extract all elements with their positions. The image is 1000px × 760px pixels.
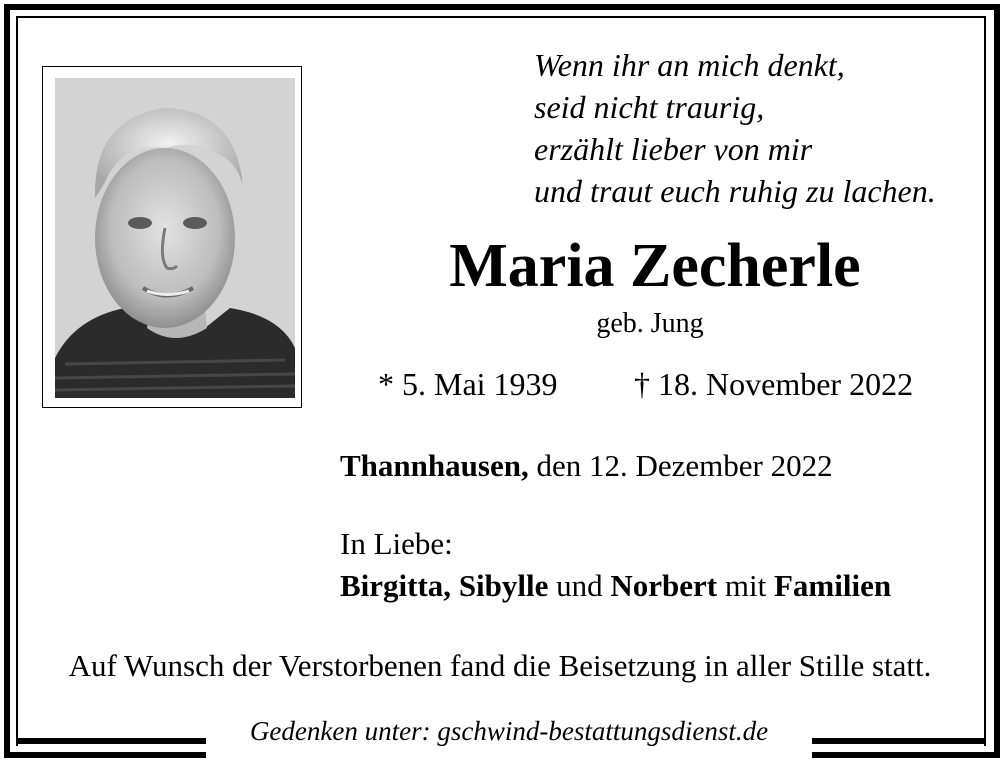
mourner-name: Sibylle — [458, 568, 549, 603]
in-love-label: In Liebe: — [340, 526, 453, 561]
mourner-name: Norbert — [610, 568, 718, 603]
poem — [534, 44, 984, 212]
portrait-frame — [42, 66, 302, 408]
burial-notice: Auf Wunsch der Verstorbenen fand die Beisetzung in aller Stille statt. — [68, 648, 932, 683]
place: Thannhausen, — [340, 448, 529, 483]
portrait-photo — [55, 78, 295, 398]
poem-line: und traut euch ruhig zu lachen. — [534, 173, 936, 209]
poem-line: seid nicht traurig, — [534, 89, 765, 125]
footer-rule-left — [16, 738, 206, 744]
announcement-date: den 12. Dezember 2022 — [528, 448, 833, 483]
mourners-line — [340, 566, 891, 606]
memorial-link[interactable]: Gedenken unter: gschwind-bestattungsdienst.de — [249, 716, 769, 746]
connector-text: und — [548, 568, 611, 603]
mourner-name: Birgitta, — [340, 568, 452, 603]
poem-line: erzählt lieber von mir — [534, 131, 813, 167]
poem-line: Wenn ihr an mich denkt, — [534, 47, 845, 83]
connector-text: mit — [717, 568, 774, 603]
death-date: † 18. November 2022 — [634, 366, 914, 402]
place-date-line — [340, 446, 833, 486]
mourner-families: Familien — [773, 568, 892, 603]
portrait-image — [55, 78, 295, 398]
footer-rule-right — [812, 738, 984, 744]
deceased-name: Maria Zecherle — [449, 232, 861, 300]
birth-date: * 5. Mai 1939 — [378, 366, 558, 402]
maiden-name: geb. Jung — [596, 308, 704, 339]
